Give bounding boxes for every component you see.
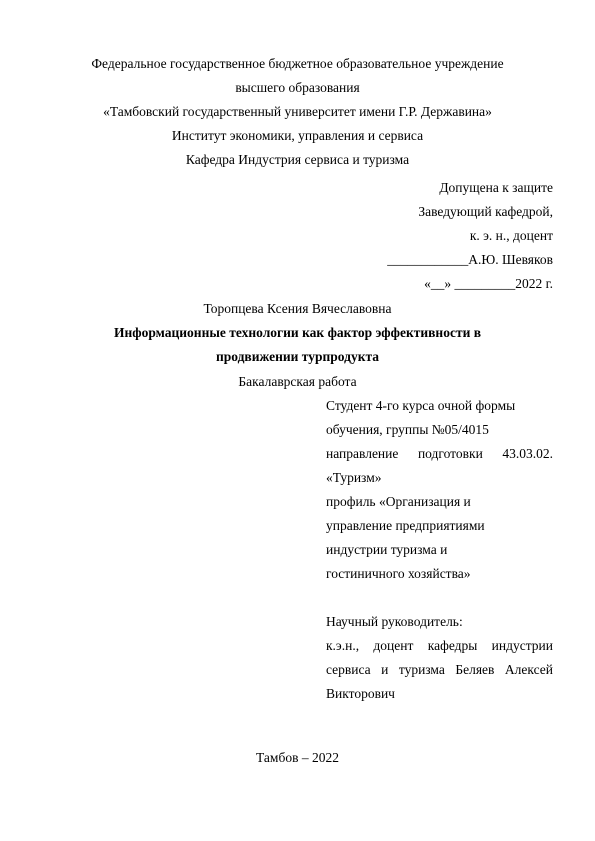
student-line-2: обучения, группы №05/4015 <box>326 422 489 437</box>
student-line-8: гостиничного хозяйства» <box>326 566 471 581</box>
approval-line-3: к. э. н., доцент <box>469 228 553 243</box>
university-name: «Тамбовский государственный университет имени Г.Р. Державина» <box>103 104 492 119</box>
thesis-title-line-1: Информационные технологии как фактор эффективности в <box>113 325 482 340</box>
city-year: Тамбов – 2022 <box>256 750 339 765</box>
approval-line-1: Допущена к защите <box>439 180 553 195</box>
student-line-4: «Туризм» <box>326 470 382 485</box>
thesis-title-line-2: продвижении турпродукта <box>215 349 380 364</box>
department-name: Кафедра Индустрия сервиса и туризма <box>185 152 410 167</box>
supervisor-line-2: сервиса и туризма Беляев Алексей <box>326 662 553 677</box>
institute-name: Институт экономики, управления и сервиса <box>171 128 424 143</box>
student-info-block <box>326 394 553 586</box>
approval-date-line: «__» _________2022 г. <box>424 276 553 291</box>
student-line-7: индустрии туризма и <box>326 542 448 557</box>
approval-line-2: Заведующий кафедрой, <box>418 204 553 219</box>
student-line-5: профиль «Организация и <box>326 494 471 509</box>
student-line-3: направление подготовки 43.03.02. <box>326 446 553 461</box>
supervisor-label: Научный руководитель: <box>326 614 463 629</box>
work-type: Бакалаврская работа <box>238 374 357 389</box>
org-name-line-2: высшего образования <box>235 80 360 95</box>
approval-signature-line: ____________А.Ю. Шевяков <box>387 252 553 267</box>
student-line-1: Студент 4-го курса очной формы <box>326 398 516 413</box>
student-line-6: управление предприятиями <box>326 518 485 533</box>
author-name: Торопцева Ксения Вячеславовна <box>203 301 392 316</box>
supervisor-line-3: Викторович <box>326 686 395 701</box>
supervisor-block <box>326 610 553 706</box>
supervisor-line-1: к.э.н., доцент кафедры индустрии <box>326 638 553 653</box>
org-name-line-1: Федеральное государственное бюджетное образовательное учреждение <box>91 56 504 71</box>
